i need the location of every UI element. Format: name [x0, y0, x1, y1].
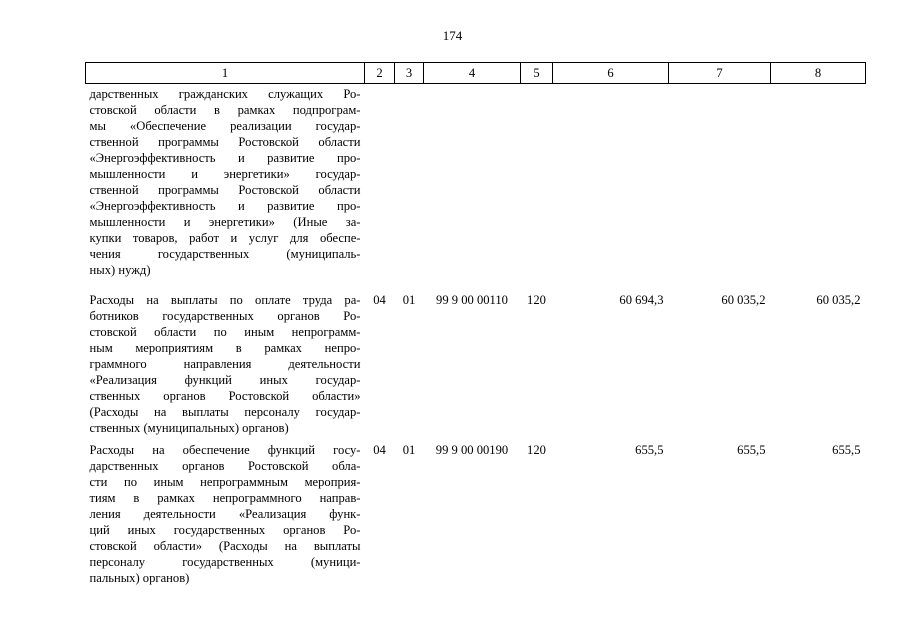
cell-subsection: [395, 84, 424, 285]
header-cell-3: 3: [395, 63, 424, 84]
table-row: [86, 84, 866, 285]
description-line: Расходы на выплаты по оплате труда ра-: [89, 293, 361, 307]
description-line: ций иных государственных органов Ро-: [89, 523, 361, 537]
cell-target-code: 99 9 00 00190: [435, 443, 509, 457]
description-line: (Расходы на выплаты персоналу государ-: [89, 405, 361, 419]
table-row: [86, 442, 866, 590]
description-line: ления деятельности «Реализация функ-: [89, 507, 361, 521]
row-description: [86, 84, 365, 285]
cell-subsection: 01: [402, 443, 416, 457]
description-line: сти по иным непрограммным мероприя-: [89, 475, 361, 489]
description-line: ственных органов Ростовской области»: [89, 389, 361, 403]
description-line: ственной программы Ростовской области: [89, 135, 361, 149]
cell-amount-col7: 60 035,2: [721, 293, 766, 307]
description-line: чения государственных (муниципаль-: [89, 247, 361, 261]
cell-amount-col6: 655,5: [635, 443, 664, 457]
description-line: тиям в рамках непрограммного направ-: [89, 491, 361, 505]
cell-amount-col6: 60 694,3: [619, 293, 664, 307]
header-cell-7: 7: [669, 63, 771, 84]
description-line: дарственных гражданских служащих Ро-: [89, 87, 361, 101]
header-cell-1: 1: [86, 63, 365, 84]
header-cell-5: 5: [521, 63, 553, 84]
description-line: стовской области по иным непрограмм-: [89, 325, 361, 339]
description-line: стовской области в рамках подпрограм-: [89, 103, 361, 117]
cell-amount-col8: 60 035,2: [816, 293, 861, 307]
description-line: мы «Обеспечение реализации государ-: [89, 119, 361, 133]
header-cell-6: 6: [553, 63, 669, 84]
row-description: [86, 442, 365, 590]
cell-amount-col8: 655,5: [832, 443, 861, 457]
cell-expense-type: 120: [527, 293, 546, 307]
header-row: [86, 63, 866, 84]
description-line: дарственных органов Ростовской обла-: [89, 459, 361, 473]
cell-target-code: 99 9 00 00110: [436, 293, 508, 307]
cell-target-code: [424, 84, 521, 285]
cell-section: 04: [373, 293, 386, 307]
row-description: [86, 284, 365, 442]
description-line: ственной программы Ростовской области: [89, 183, 361, 197]
cell-amount-col7: [669, 84, 771, 285]
header-cell-2: 2: [365, 63, 395, 84]
description-line: мышленности и энергетики» (Иные за-: [89, 215, 361, 229]
budget-table: [85, 62, 866, 590]
header-cell-4: 4: [424, 63, 521, 84]
cell-section: [365, 84, 395, 285]
description-line: Расходы на обеспечение функций госу-: [89, 443, 361, 457]
description-line: пальных) органов): [89, 571, 190, 585]
page-number: 174: [442, 28, 463, 43]
header-cell-8: 8: [771, 63, 866, 84]
cell-subsection: 01: [402, 293, 416, 307]
cell-amount-col6: [553, 84, 669, 285]
description-line: купки товаров, работ и услуг для обеспе-: [89, 231, 361, 245]
description-line: ственных (муниципальных) органов): [89, 421, 289, 435]
description-line: стовской области» (Расходы на выплаты: [89, 539, 361, 553]
description-line: персоналу государственных (муници-: [89, 555, 361, 569]
description-line: ных) нужд): [89, 263, 151, 277]
table-row: [86, 284, 866, 442]
cell-amount-col7: 655,5: [737, 443, 766, 457]
description-line: «Энергоэффективность и развитие про-: [89, 199, 361, 213]
cell-expense-type: [521, 84, 553, 285]
description-line: «Реализация функций иных государ-: [89, 373, 361, 387]
description-line: мышленности и энергетики» государ-: [89, 167, 361, 181]
cell-amount-col8: [771, 84, 866, 285]
description-line: ным мероприятиям в рамках непро-: [89, 341, 361, 355]
description-line: «Энергоэффективность и развитие про-: [89, 151, 361, 165]
description-line: ботников государственных органов Ро-: [89, 309, 361, 323]
cell-expense-type: 120: [527, 443, 546, 457]
cell-section: 04: [373, 443, 386, 457]
description-line: граммного направления деятельности: [89, 357, 361, 371]
